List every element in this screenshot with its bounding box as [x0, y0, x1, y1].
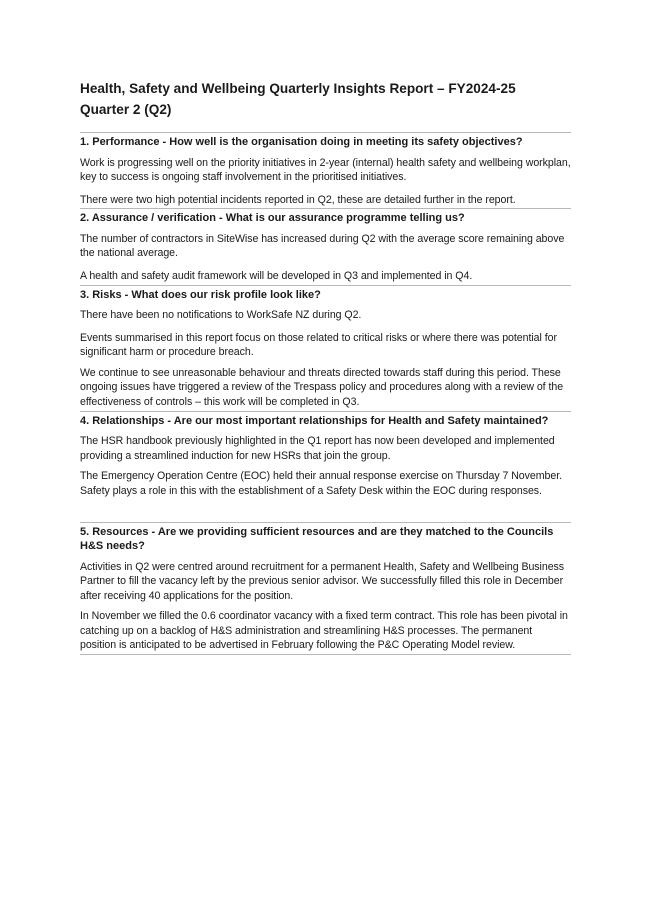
- report-title-line-1: Health, Safety and Wellbeing Quarterly Insights Report – FY2024-25: [80, 81, 516, 96]
- section-performance: [80, 132, 571, 207]
- section-paragraph: A health and safety audit framework will be developed in Q3 and implemented in Q4.: [80, 269, 473, 282]
- section-paragraph: The HSR handbook previously highlighted in the Q1 report has now been developed and implemented providing a streamlined induction for new HSRs that join the group.: [80, 435, 555, 462]
- section-risks: [80, 285, 571, 410]
- section-paragraph: In November we filled the 0.6 coordinator vacancy with a fixed term contract. This role has been pivotal in catching up on a backlog of H&S administration and streamlining H&S processes. The permanent position is anticipated to be advertised in February following the P&C Operating Model review.: [80, 610, 568, 652]
- report-title-line-2: Quarter 2 (Q2): [80, 102, 172, 117]
- section-heading: 1. Performance - How well is the organisation doing in meeting its safety objectives?: [80, 136, 523, 148]
- section-paragraph: Activities in Q2 were centred around recruitment for a permanent Health, Safety and Wellbeing Business Partner to fill the vacancy left by the previous senior advisor. We successfully filled this role in December after receiving 40 applications for the position.: [80, 560, 565, 602]
- section-spacer: [80, 500, 571, 522]
- section-resources: [80, 522, 571, 656]
- section-relationships: [80, 411, 571, 522]
- section-paragraph: Events summarised in this report focus on those related to critical risks or where there was potential for significant harm or procedure breach.: [80, 331, 557, 359]
- section-heading: 4. Relationships - Are our most important relationships for Health and Safety maintained?: [80, 414, 549, 427]
- section-heading: 3. Risks - What does our risk profile look like?: [80, 288, 321, 301]
- section-paragraph: We continue to see unreasonable behaviour and threats directed towards staff during this period. These ongoing issues have triggered a review of the Trespass policy and procedures along with a review of the effectiveness of controls – this work will be completed in Q3.: [80, 366, 564, 409]
- section-paragraph: The Emergency Operation Centre (EOC) held their annual response exercise on Thursday 7 November. Safety plays a role in this with the establishment of a Safety Desk within the EOC during responses.: [80, 470, 562, 497]
- section-assurance: [80, 208, 571, 283]
- section-heading: 2. Assurance / verification - What is our assurance programme telling us?: [80, 212, 465, 225]
- section-paragraph: Work is progressing well on the priority initiatives in 2-year (internal) health safety and wellbeing workplan, key to success is ongoing staff involvement in the prioritised initiatives.: [80, 156, 571, 184]
- section-heading: 5. Resources - Are we providing sufficient resources and are they matched to the Councils H&S needs?: [80, 525, 554, 552]
- report-page: [80, 78, 571, 655]
- section-paragraph: The number of contractors in SiteWise has increased during Q2 with the average score remaining above the national average.: [80, 232, 565, 260]
- section-paragraph: There were two high potential incidents reported in Q2, these are detailed further in the report.: [80, 193, 516, 206]
- section-paragraph: There have been no notifications to WorkSafe NZ during Q2.: [80, 309, 362, 322]
- report-title: [80, 78, 571, 120]
